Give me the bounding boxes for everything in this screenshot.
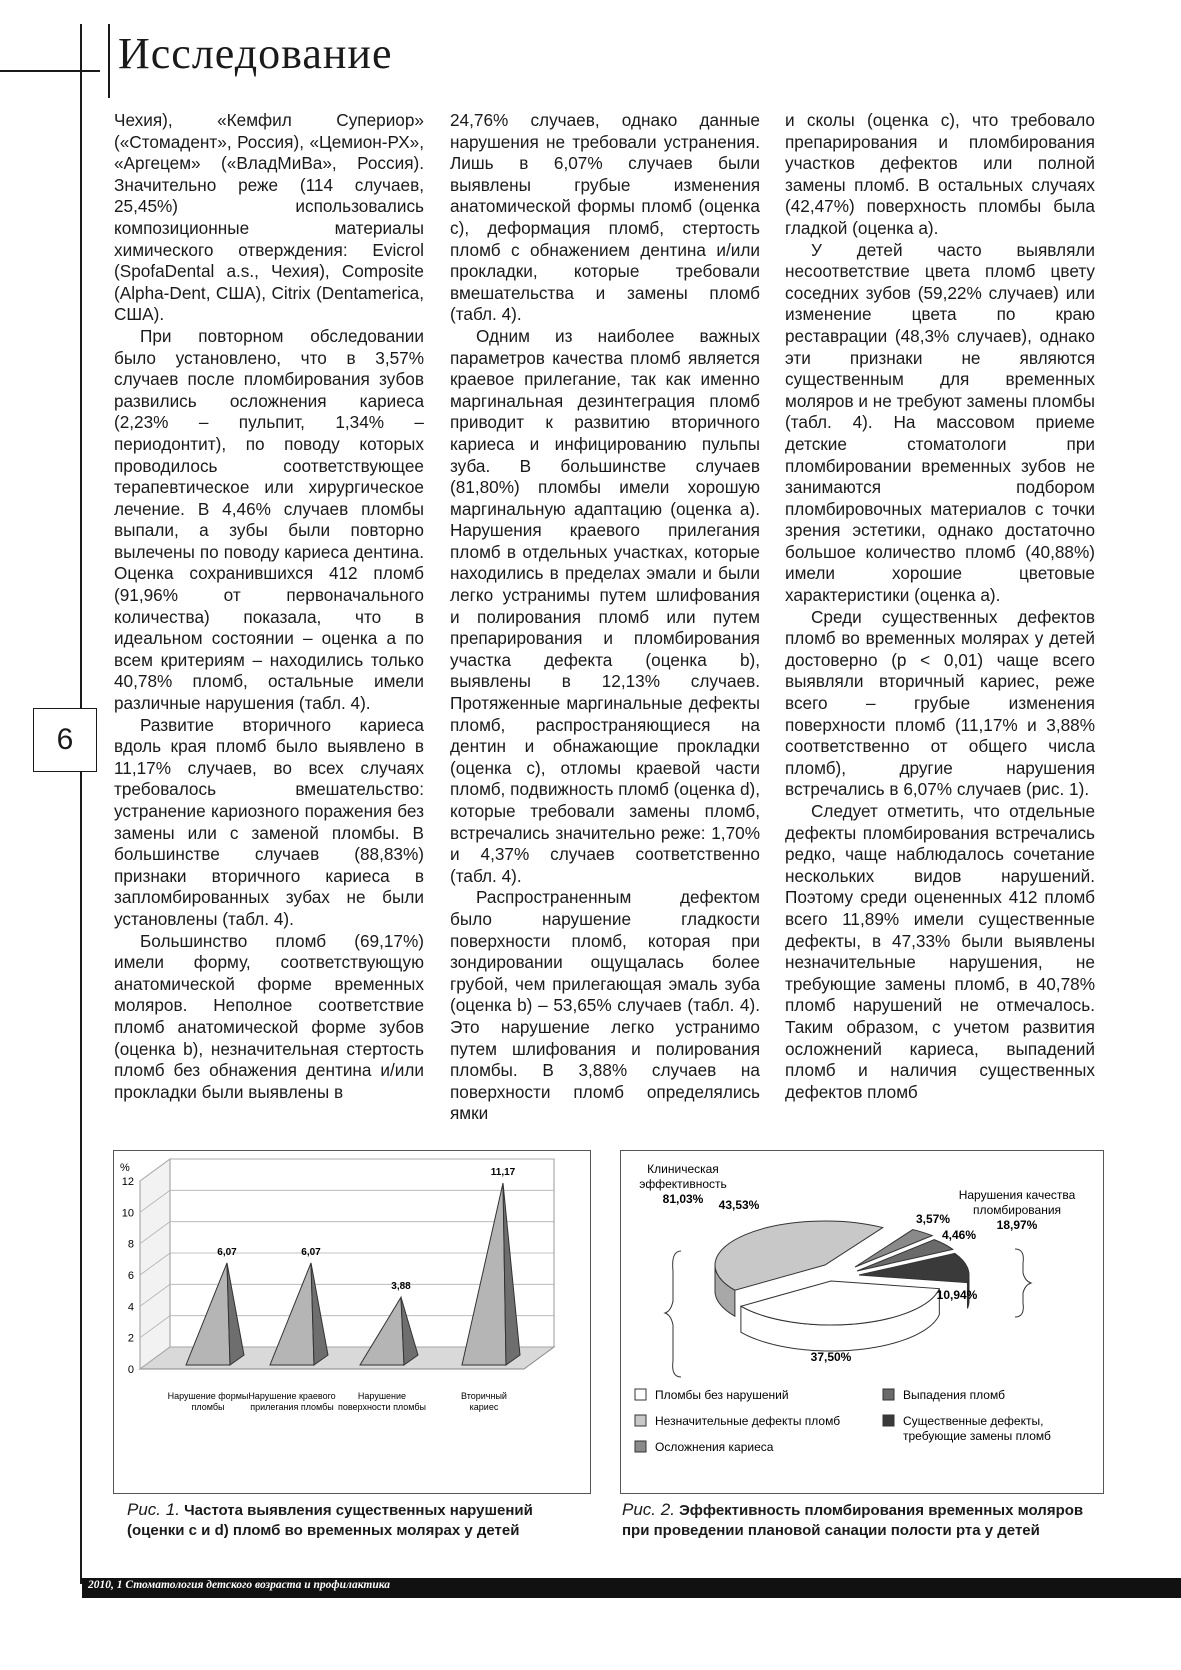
paragraph: Развитие вторичного кариеса вдоль края пломб было выявлено в 11,17% случаев, во всех случаях требовалось вмешательство: устранение кариозного поражения без замены или с заменой пломбы. В большинстве случаев (88,83%) признаки вторичного кариеса в запломбированных зубах не были установлены (табл. 4). [114, 714, 424, 929]
data-label: 11,17 [490, 1167, 516, 1179]
footer-text: 2010, 1 Стоматология детского возраста и профилактика [88, 1579, 391, 1591]
paragraph: Распространенным дефектом было нарушение гладкости поверхности пломб, которая при зондировании ощущалась более грубой, чем прилегающая эмаль зуба (оценка b) – 53,65% случаев (табл. 4). Это нарушение легко устранимо путем шлифования и полирования пломбы. В 3,88% случаев на поверхности пломб определялись ямки [450, 887, 760, 1124]
figure-2-caption [622, 1500, 1102, 1541]
x-tick-label: кариес [469, 1402, 499, 1412]
text-column-1 [114, 110, 424, 1103]
paragraph: Большинство пломб (69,17%) имели форму, соответствующую анатомической форме временных моляров. Неполное соответствие пломб анатомической форме зубов (оценка b), незначительная стертость пломб без обнажения дентина и/или прокладки были выявлены в [114, 930, 424, 1102]
pie-slice-label: 4,46% [941, 1228, 977, 1242]
brace-right [1015, 1249, 1031, 1317]
legend-item: Незначительные дефекты пломб [655, 1414, 841, 1428]
figure-1-frame [113, 1150, 591, 1494]
brace-left [665, 1251, 681, 1377]
group-label-quality: Нарушения качества [958, 1188, 1076, 1202]
group-label-clinical: эффективность [639, 1177, 727, 1191]
x-tick-label: Вторичный [461, 1391, 507, 1401]
data-label: 3,88 [391, 1281, 411, 1293]
figure-2-pie-chart [621, 1151, 1103, 1493]
legend-swatch [635, 1441, 646, 1452]
paragraph: Чехия), «Кемфил Супериор» («Стомадент», Россия), «Цемион-РХ», «Аргецем» («ВладМиВа», Россия). Значительно реже (114 случаев, 25,45%) использовались композиционные материалы химического отверждения: Evicrol (SpofaDental a.s., Чехия), Composite (Alpha-Dent, США), Citrix (Dentamerica, США). [114, 110, 424, 325]
header-rule-vertical-2 [108, 24, 110, 98]
y-tick-label: 8 [127, 1238, 134, 1251]
legend-item: Пломбы без нарушений [655, 1388, 789, 1402]
x-tick-label: Нарушение формы [167, 1391, 249, 1401]
y-tick-label: 2 [127, 1332, 134, 1345]
legend-swatch [883, 1389, 894, 1400]
section-title: Исследование [118, 29, 393, 78]
legend-item: Существенные дефекты, [903, 1414, 1044, 1428]
group-label-clinical: 81,03% [662, 1192, 704, 1206]
figure-1-bar-chart [114, 1151, 590, 1493]
paragraph: Одним из наиболее важных параметров качества пломб является краевое прилегание, так как именно маргинальная дезинтеграция пломб приводит к развитию вторичного кариеса и инфицированию пульпы зуба. В большинстве случаев (81,80%) пломбы имели хорошую маргинальную адаптацию (оценка a). Нарушения краевого прилегания пломб в отдельных участках, которые находились в пределах эмали и были легко устранимы путем шлифования и полирования пломб или путем препарирования и пломбирования участка дефекта (оценка b), выявлены в 12,13% случаев. Протяженные маргинальные дефекты пломб, распространяющиеся на дентин и обнажающие прокладки (оценка c), отломы краевой части пломб, подвижность пломб (оценка d), которые требовали замены пломб, встречались значительно реже: 1,70% и 4,37% случаев соответственно (табл. 4). [450, 325, 760, 886]
text-column-2 [450, 110, 760, 1125]
paragraph: 24,76% случаев, однако данные нарушения не требовали устранения. Лишь в 6,07% случаев были выявлены грубые изменения анатомической формы пломб (оценка c), деформация пломб, стертость пломб с обнажением дентина и/или прокладки, которые требовали вмешательства и замены пломб (табл. 4). [450, 110, 760, 325]
legend-swatch [883, 1415, 894, 1426]
header-rule-horizontal [0, 70, 100, 72]
page-number: 6 [33, 708, 97, 772]
y-tick-label: 6 [127, 1270, 134, 1282]
y-tick-label: 0 [127, 1364, 134, 1376]
x-tick-label: Нарушение краевого [248, 1391, 336, 1401]
pie-slice-label: 37,50% [810, 1350, 852, 1364]
legend-item: требующие замены пломб [903, 1429, 1051, 1443]
figure-2-caption-label: Рис. 2. [622, 1500, 675, 1519]
x-tick-label: поверхности пломбы [337, 1402, 427, 1412]
y-axis-label: % [120, 1162, 130, 1174]
text-column-3 [785, 110, 1095, 1103]
header-rule-vertical-1 [80, 24, 82, 1584]
data-label: 6,07 [217, 1246, 237, 1258]
legend-swatch [635, 1415, 646, 1426]
x-tick-label: Нарушение [357, 1391, 407, 1401]
pie-slice-label: 3,57% [915, 1212, 951, 1226]
group-label-clinical: Клиническая [647, 1162, 719, 1176]
paragraph: Среди существенных дефектов пломб во временных молярах у детей достоверно (p < 0,01) чаще всего выявляли вторичный кариес, реже всего – грубые изменения поверхности пломб (11,17% и 3,88% соответственно от общего числа пломб), другие нарушения встречались в 6,07% случаев (рис. 1). [785, 606, 1095, 800]
figure-1-caption-text: Частота выявления существенных нарушений (оценки c и d) пломб во временных молярах у детей [127, 1502, 533, 1539]
paragraph: Следует отметить, что отдельные дефекты пломбирования встречались редко, чаще наблюдалось сочетание нескольких видов нарушений. Поэтому среди оцененных 412 пломб всего 11,89% имели существенные дефекты, в 47,33% были выявлены незначительные нарушения, не требующие замены пломб, в 40,78% пломб нарушений не отмечалось. Таким образом, с учетом развития осложнений кариеса, выпадений пломб и наличия существенных дефектов пломб [785, 801, 1095, 1102]
paragraph: и сколы (оценка c), что требовало препарирования и пломбирования участков дефектов или полной замены пломб. В остальных случаях (42,47%) поверхность пломбы была гладкой (оценка a). [785, 110, 1095, 238]
y-tick-label: 10 [121, 1207, 134, 1220]
legend-item: Выпадения пломб [903, 1388, 1005, 1402]
figure-2-caption-text: Эффективность пломбирования временных моляров при проведении плановой санации полости рта у детей [622, 1502, 1084, 1539]
paragraph: При повторном обследовании было установлено, что в 3,57% случаев после пломбирования зубов развились осложнения кариеса (2,23% – пульпит, 1,34% – периодонтит), по поводу которых проводилось соответствующее терапевтическое или хирургическое лечение. В 4,46% случаев пломбы выпали, а зубы были повторно вылечены по поводу кариеса дентина. Оценка сохранившихся 412 пломб (91,96% от первоначального количества) показала, что в идеальном состоянии – оценка а по всем критериям – находились только 40,78% пломб, остальные имели различные нарушения (табл. 4). [114, 325, 424, 714]
x-tick-label: прилегания пломбы [250, 1402, 334, 1412]
y-tick-label: 12 [121, 1176, 134, 1188]
figure-1-caption-label: Рис. 1. [127, 1500, 180, 1519]
y-tick-label: 4 [127, 1301, 134, 1314]
figure-1-caption [127, 1500, 587, 1541]
group-label-quality: 18,97% [996, 1218, 1038, 1232]
legend-swatch [635, 1389, 646, 1400]
data-label: 6,07 [301, 1246, 321, 1258]
legend-item: Осложнения кариеса [655, 1440, 774, 1454]
pie-slice [715, 1221, 883, 1290]
x-tick-label: пломбы [191, 1402, 225, 1412]
pie-slice-label: 43,53% [718, 1198, 760, 1212]
figure-2-frame [620, 1150, 1104, 1494]
group-label-quality: пломбирования [972, 1203, 1062, 1217]
pie-slice-label: 10,94% [936, 1288, 978, 1302]
paragraph: У детей часто выявляли несоответствие цвета пломб цвету соседних зубов (59,22% случаев) или изменение цвета по краю реставрации (48,3% случаев), однако эти признаки не являются существенным для временных моляров и не требуют замены пломбы (табл. 4). На массовом приеме детские стоматологи при пломбировании временных зубов не занимаются подбором пломбировочных материалов с точки зрения эстетики, однако достаточно большое количество пломб (40,88%) имели хорошие цветовые характеристики (оценка a). [785, 239, 1095, 606]
